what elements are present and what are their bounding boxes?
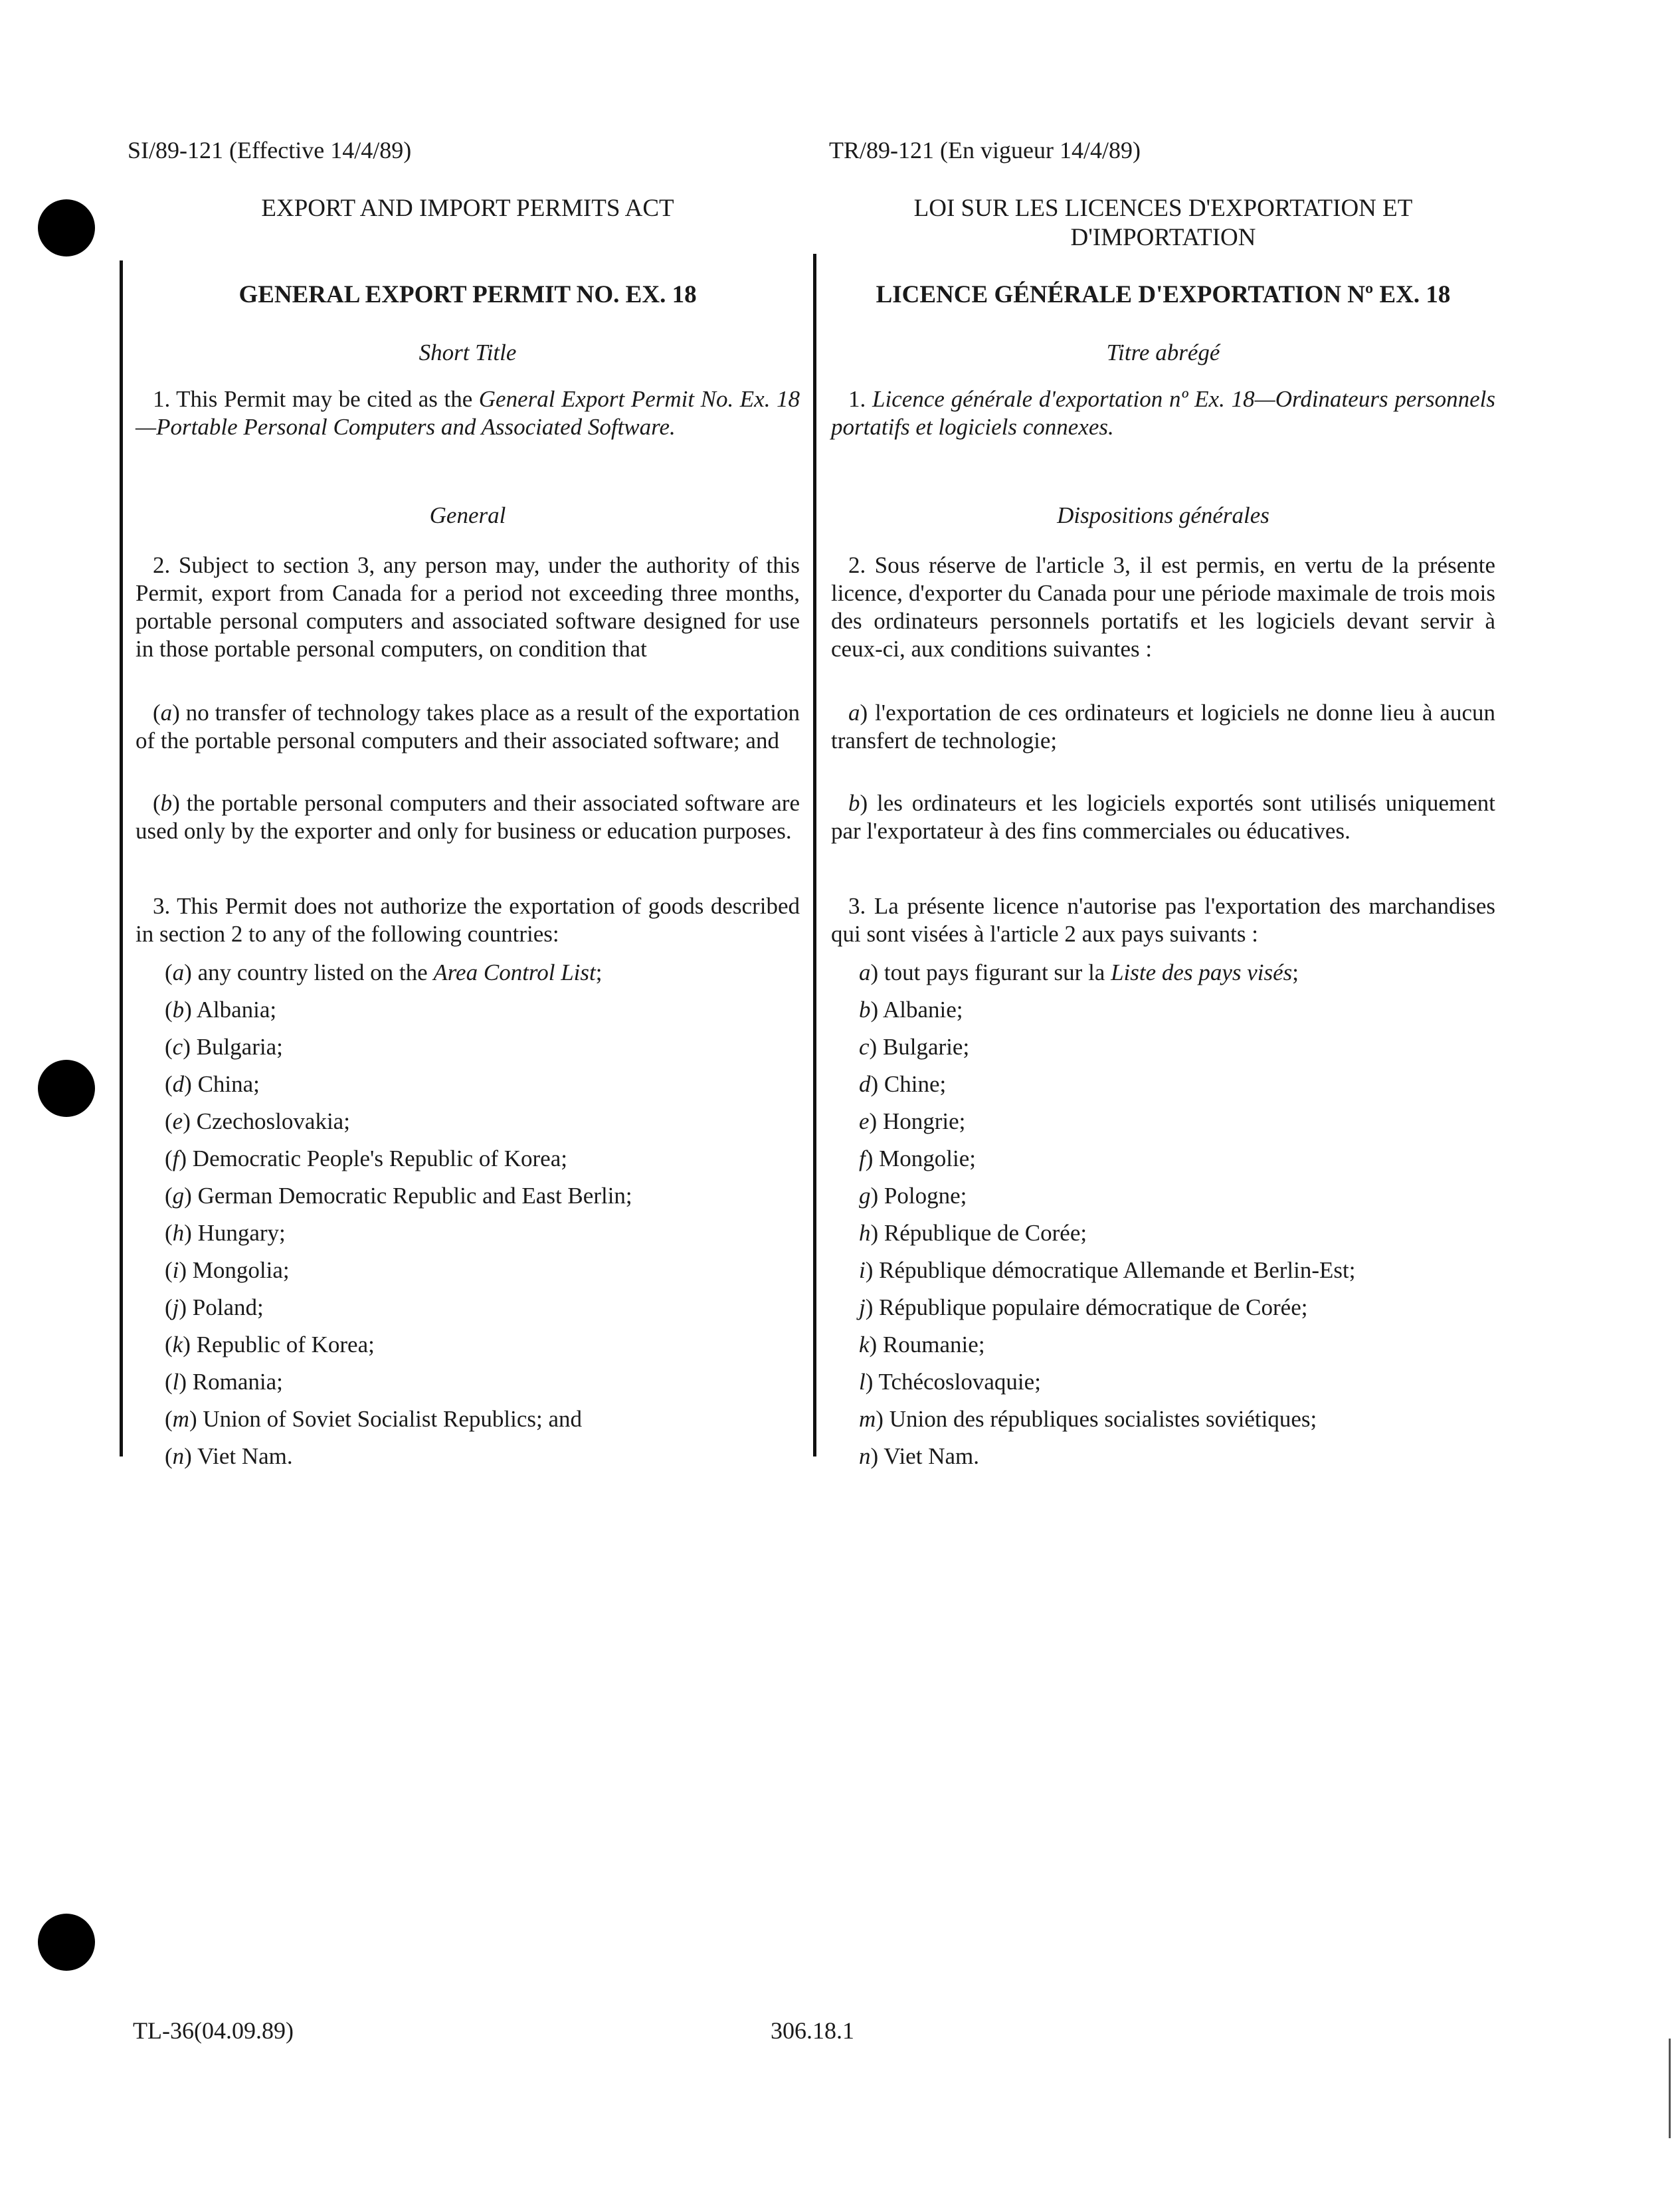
list-item-label: d bbox=[172, 1071, 185, 1097]
footer-page-number: 306.18.1 bbox=[771, 2017, 854, 2044]
list-item-label: g bbox=[859, 1183, 871, 1209]
list-item-text: République populaire démocratique de Corée; bbox=[879, 1294, 1308, 1320]
list-item-text: Viet Nam. bbox=[197, 1443, 293, 1469]
list-item-label: l bbox=[172, 1369, 179, 1395]
country-list-fr bbox=[859, 959, 1497, 1480]
section-1-en: 1. This Permit may be cited as the General Export Permit No. Ex. 18—Portable Personal Computers and Associated Software. bbox=[136, 386, 800, 440]
list-item: (e) Czechoslovakia; bbox=[165, 1108, 350, 1134]
list-item-italic: Area Control List bbox=[433, 959, 596, 985]
list-item-text: German Democratic Republic and East Berlin; bbox=[197, 1183, 632, 1209]
list-item-text: Republic of Korea; bbox=[196, 1332, 375, 1357]
revision-bar-left bbox=[120, 260, 123, 1456]
list-item: (n) Viet Nam. bbox=[165, 1443, 293, 1469]
section-2b-en: (b) the portable personal computers and their associated software are used only by the exporter and only for business or education purposes. bbox=[136, 790, 800, 844]
list-item-label: c bbox=[859, 1034, 870, 1060]
list-item: i) République démocratique Allemande et Berlin-Est; bbox=[859, 1257, 1356, 1283]
list-item-text: Roumanie; bbox=[882, 1332, 985, 1357]
list-item-label: n bbox=[172, 1443, 185, 1469]
list-item-italic: Liste des pays visés bbox=[1111, 959, 1293, 985]
permit-title-fr: LICENCE GÉNÉRALE D'EXPORTATION Nº EX. 18 bbox=[876, 281, 1451, 308]
list-item: (m) Union of Soviet Socialist Republics; and bbox=[165, 1406, 582, 1432]
list-item: f) Mongolie; bbox=[859, 1146, 976, 1171]
punch-hole-top bbox=[38, 199, 95, 256]
list-item: (j) Poland; bbox=[165, 1294, 264, 1320]
list-item-label: m bbox=[859, 1406, 876, 1432]
permit-title-en: GENERAL EXPORT PERMIT NO. EX. 18 bbox=[238, 281, 697, 308]
scan-edge-mark bbox=[1669, 2039, 1671, 2138]
section-2b-fr: b) les ordinateurs et les logiciels exportés sont utilisés uniquement par l'exportateur à des fins commerciales ou éducatives. bbox=[831, 790, 1495, 844]
list-item: (h) Hungary; bbox=[165, 1220, 286, 1246]
list-item-label: f bbox=[859, 1146, 866, 1171]
section-2-en: 2. Subject to section 3, any person may, under the authority of this Permit, export from Canada for a period not exceeding three months, portable personal computers and associated software designed for use in those portable personal computers, on condition that bbox=[136, 552, 800, 662]
list-item-text: Romania; bbox=[192, 1369, 283, 1395]
act-title-fr-line2: D'IMPORTATION bbox=[1070, 224, 1256, 251]
heading-titre-abrege: Titre abrégé bbox=[1106, 340, 1220, 365]
act-title-fr-line1: LOI SUR LES LICENCES D'EXPORTATION ET bbox=[913, 195, 1413, 222]
heading-short-title: Short Title bbox=[419, 340, 517, 365]
list-item: (k) Republic of Korea; bbox=[165, 1332, 375, 1357]
list-item: (f) Democratic People's Republic of Korea; bbox=[165, 1146, 567, 1171]
list-item-label: a bbox=[859, 959, 871, 985]
section-2a-fr: a) l'exportation de ces ordinateurs et logiciels ne donne lieu à aucun transfert de technologie; bbox=[831, 700, 1495, 753]
list-item: j) République populaire démocratique de Corée; bbox=[859, 1294, 1308, 1320]
list-item-text: République démocratique Allemande et Berlin-Est; bbox=[879, 1257, 1356, 1283]
list-item: (c) Bulgaria; bbox=[165, 1034, 283, 1060]
list-item-label: b bbox=[172, 997, 185, 1023]
list-item-text: Czechoslovakia; bbox=[196, 1108, 350, 1134]
header-ref-fr: TR/89-121 (En vigueur 14/4/89) bbox=[829, 137, 1141, 163]
list-item-label: n bbox=[859, 1443, 871, 1469]
list-item: n) Viet Nam. bbox=[859, 1443, 979, 1469]
list-item-text: Mongolie; bbox=[879, 1146, 976, 1171]
list-item-label: c bbox=[172, 1034, 183, 1060]
list-item-label: h bbox=[172, 1220, 185, 1246]
list-item-label: e bbox=[859, 1108, 870, 1134]
act-title-en: EXPORT AND IMPORT PERMITS ACT bbox=[261, 195, 674, 222]
list-item: h) République de Corée; bbox=[859, 1220, 1087, 1246]
header-ref-en: SI/89-121 (Effective 14/4/89) bbox=[128, 137, 412, 163]
list-item-label: l bbox=[859, 1369, 866, 1395]
list-item-text: Hungary; bbox=[197, 1220, 286, 1246]
list-item: m) Union des républiques socialistes soviétiques; bbox=[859, 1406, 1317, 1432]
punch-hole-bottom bbox=[38, 1914, 95, 1971]
list-item-label: j bbox=[172, 1294, 179, 1320]
list-item-text: Union of Soviet Socialist Republics; and bbox=[203, 1406, 582, 1432]
section-3-en: 3. This Permit does not authorize the exportation of goods described in section 2 to any of the following countries: bbox=[136, 893, 800, 947]
list-item-label: g bbox=[172, 1183, 185, 1209]
section-1-fr: 1. Licence générale d'exportation nº Ex. 18—Ordinateurs personnels portatifs et logiciels connexes. bbox=[831, 386, 1495, 440]
list-item-label: j bbox=[859, 1294, 866, 1320]
list-item: (b) Albania; bbox=[165, 997, 277, 1023]
list-item-label: k bbox=[172, 1332, 183, 1357]
list-item-label: k bbox=[859, 1332, 870, 1357]
act-title-fr bbox=[831, 194, 1495, 252]
list-item-label: i bbox=[859, 1257, 866, 1283]
list-item-text: Albania; bbox=[196, 997, 277, 1023]
list-item: (g) German Democratic Republic and East Berlin; bbox=[165, 1183, 632, 1209]
list-item: c) Bulgarie; bbox=[859, 1034, 970, 1060]
list-item-text: Albanie; bbox=[882, 997, 963, 1023]
heading-dispositions-generales: Dispositions générales bbox=[1057, 502, 1269, 528]
list-item-text: République de Corée; bbox=[884, 1220, 1087, 1246]
list-item-tail: ; bbox=[595, 959, 603, 985]
punch-hole-middle bbox=[38, 1060, 95, 1117]
list-item-text: Democratic People's Republic of Korea; bbox=[192, 1146, 567, 1171]
list-item-text: Poland; bbox=[192, 1294, 264, 1320]
revision-bar-right bbox=[813, 254, 816, 1456]
list-item: (l) Romania; bbox=[165, 1369, 283, 1395]
list-item-label: b bbox=[859, 997, 871, 1023]
list-item-tail: ; bbox=[1292, 959, 1299, 985]
section-2a-en: (a) no transfer of technology takes place as a result of the exportation of the portable personal computers and their associated software; and bbox=[136, 700, 800, 753]
list-item-text: Tchécoslovaquie; bbox=[878, 1369, 1041, 1395]
list-item: l) Tchécoslovaquie; bbox=[859, 1369, 1041, 1395]
list-item-text: Union des républiques socialistes soviétiques; bbox=[889, 1406, 1317, 1432]
section-2-fr: 2. Sous réserve de l'article 3, il est permis, en vertu de la présente licence, d'exporter du Canada pour une période maximale de trois mois des ordinateurs personnels portatifs et les logiciels devant servir à ceux-ci, aux conditions suivantes : bbox=[831, 552, 1495, 662]
list-item-text: Hongrie; bbox=[882, 1108, 966, 1134]
list-item: a) tout pays figurant sur la Liste des pays visés; bbox=[859, 959, 1299, 985]
list-item-text: Mongolia; bbox=[192, 1257, 290, 1283]
list-item: e) Hongrie; bbox=[859, 1108, 966, 1134]
list-item-label: e bbox=[172, 1108, 183, 1134]
list-item-label: m bbox=[172, 1406, 189, 1432]
list-item: b) Albanie; bbox=[859, 997, 963, 1023]
footer-reference: TL-36(04.09.89) bbox=[133, 2017, 294, 2044]
list-item: k) Roumanie; bbox=[859, 1332, 985, 1357]
country-list-en bbox=[165, 959, 802, 1480]
list-item: (a) any country listed on the Area Control List; bbox=[165, 959, 603, 985]
section-3-fr: 3. La présente licence n'autorise pas l'exportation des marchandises qui sont visées à l'article 2 aux pays suivants : bbox=[831, 893, 1495, 947]
list-item-text: Chine; bbox=[884, 1071, 947, 1097]
list-item: (i) Mongolia; bbox=[165, 1257, 290, 1283]
heading-general: General bbox=[429, 502, 506, 528]
list-item-text: Bulgarie; bbox=[882, 1034, 970, 1060]
list-item-label: i bbox=[172, 1257, 179, 1283]
list-item-text: tout pays figurant sur la bbox=[884, 959, 1111, 985]
list-item: d) Chine; bbox=[859, 1071, 947, 1097]
list-item-label: h bbox=[859, 1220, 871, 1246]
list-item: g) Pologne; bbox=[859, 1183, 967, 1209]
list-item-text: China; bbox=[197, 1071, 260, 1097]
list-item-label: a bbox=[172, 959, 185, 985]
list-item-text: Viet Nam. bbox=[884, 1443, 979, 1469]
list-item-label: f bbox=[172, 1146, 179, 1171]
list-item-text: Bulgaria; bbox=[196, 1034, 283, 1060]
list-item: (d) China; bbox=[165, 1071, 260, 1097]
list-item-text: Pologne; bbox=[884, 1183, 967, 1209]
list-item-label: d bbox=[859, 1071, 871, 1097]
list-item-text: any country listed on the bbox=[197, 959, 434, 985]
